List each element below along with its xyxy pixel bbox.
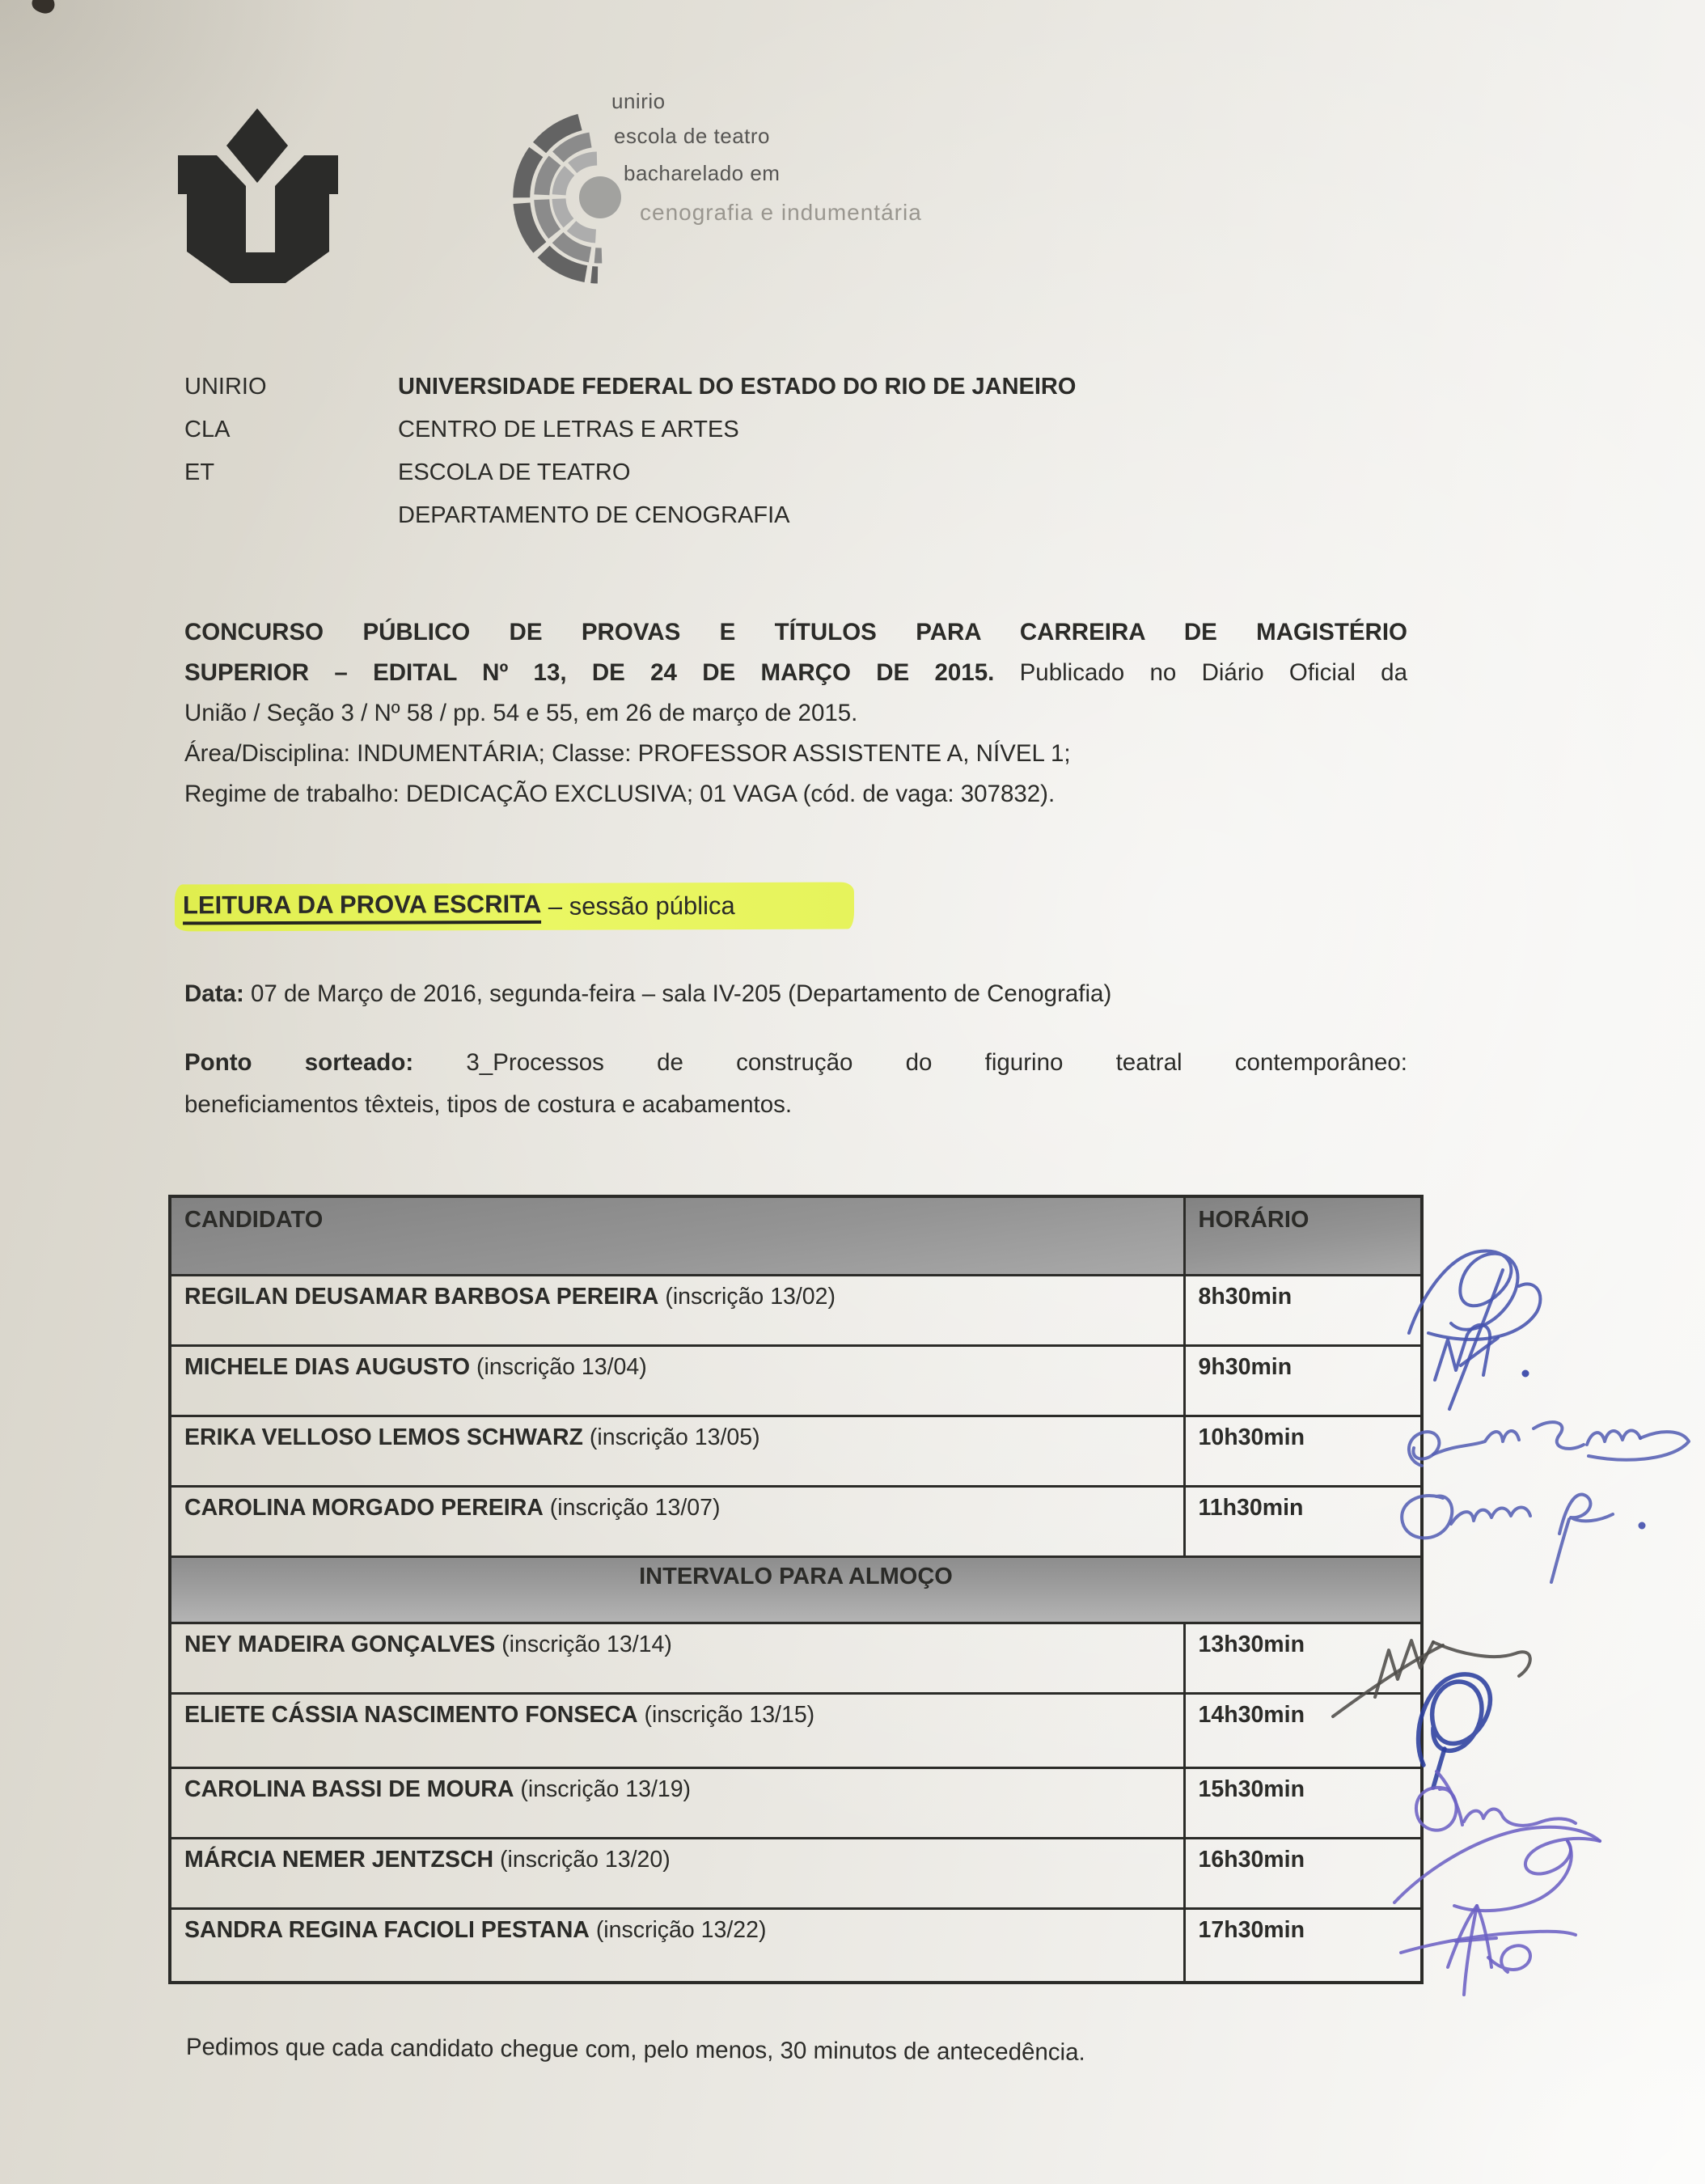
candidate-name: CAROLINA MORGADO PEREIRA <box>184 1494 544 1521</box>
topic-text: 3_Processos de construção do figurino teatral contemporâneo: <box>466 1049 1407 1076</box>
signature-ink-3 <box>1409 1422 1689 1466</box>
candidate-name: CAROLINA BASSI DE MOURA <box>184 1776 514 1802</box>
date-label: Data: <box>184 980 244 1007</box>
candidate-schedule-table <box>168 1195 1424 1984</box>
candidate-time: 16h30min <box>1184 1838 1422 1908</box>
date-value: 07 de Março de 2016, segunda-feira – sala IV-205 (Departamento de Cenografia) <box>250 980 1112 1007</box>
candidate-inscription: (inscrição 13/15) <box>644 1701 815 1728</box>
theatre-logo-line-bacharelado: bacharelado em <box>624 161 781 185</box>
table-row <box>170 1416 1422 1486</box>
candidate-time: 15h30min <box>1184 1767 1422 1838</box>
signature-ink-6 <box>1419 1674 1491 1788</box>
session-title: LEITURA DA PROVA ESCRITA <box>183 890 541 925</box>
signature-ink-1 <box>1409 1251 1540 1340</box>
candidate-inscription: (inscrição 13/22) <box>595 1916 767 1943</box>
candidate-inscription: (inscrição 13/20) <box>500 1846 671 1873</box>
letterhead-university: UNIVERSIDADE FEDERAL DO ESTADO DO RIO DE JANEIRO <box>398 374 1077 400</box>
candidate-inscription: (inscrição 13/04) <box>476 1353 647 1380</box>
table-row <box>170 1693 1422 1767</box>
table-row <box>170 1767 1422 1838</box>
candidate-inscription: (inscrição 13/02) <box>665 1283 836 1310</box>
session-date-line <box>184 980 1111 1008</box>
topic-paragraph <box>184 1042 1407 1126</box>
candidate-name: NEY MADEIRA GONÇALVES <box>184 1631 496 1657</box>
candidate-time: 11h30min <box>1184 1486 1422 1556</box>
announcement-line-2 <box>184 653 1407 693</box>
topic-label: Ponto sorteado: <box>184 1049 414 1076</box>
candidate-time: 13h30min <box>1184 1623 1422 1693</box>
candidate-time: 10h30min <box>1184 1416 1422 1486</box>
candidate-time: 9h30min <box>1184 1345 1422 1416</box>
column-header-candidato: CANDIDATO <box>170 1196 1184 1275</box>
unirio-logo-diamond <box>226 108 288 183</box>
letterhead-abbr-et: ET <box>184 459 215 485</box>
letterhead-escola: ESCOLA DE TEATRO <box>398 459 631 485</box>
letterhead-abbr-cla: CLA <box>184 417 231 442</box>
candidate-time: 14h30min <box>1184 1693 1422 1767</box>
table-row <box>170 1838 1422 1908</box>
table-row <box>170 1908 1422 1983</box>
table-row <box>170 1275 1422 1345</box>
announcement-line-1: CONCURSO PÚBLICO DE PROVAS E TÍTULOS PARA CARREIRA DE MAGISTÉRIO <box>184 619 1407 645</box>
candidate-name: MICHELE DIAS AUGUSTO <box>184 1353 471 1380</box>
theatre-logo-line-cenografia: cenografia e indumentária <box>640 200 922 225</box>
candidate-name: ERIKA VELLOSO LEMOS SCHWARZ <box>184 1424 583 1450</box>
candidate-inscription: (inscrição 13/07) <box>549 1494 721 1521</box>
announcement-line-4: Área/Disciplina: INDUMENTÁRIA; Classe: PROFESSOR ASSISTENTE A, NÍVEL 1; <box>184 740 1071 767</box>
candidate-time: 17h30min <box>1184 1908 1422 1983</box>
letterhead-abbreviations <box>184 366 267 494</box>
announcement-paragraph <box>184 612 1407 815</box>
pen-ink-blot <box>29 0 58 17</box>
table-row <box>170 1623 1422 1693</box>
table-row <box>170 1486 1422 1556</box>
candidate-inscription: (inscrição 13/19) <box>520 1776 692 1802</box>
highlighted-session-title <box>175 882 854 932</box>
letterhead-abbr-unirio: UNIRIO <box>184 374 267 400</box>
announcement-edital: SUPERIOR – EDITAL Nº 13, DE 24 DE MARÇO DE 2015. <box>184 659 995 686</box>
announcement-published: Publicado no Diário Oficial da <box>1019 659 1407 686</box>
unirio-logo <box>176 108 340 287</box>
candidate-inscription: (inscrição 13/14) <box>501 1631 672 1657</box>
announcement-line-5: Regime de trabalho: DEDICAÇÃO EXCLUSIVA; 01 VAGA (cód. de vaga: 307832). <box>184 781 1056 807</box>
announcement-line-3: União / Seção 3 / Nº 58 / pp. 54 e 55, em 26 de março de 2015. <box>184 700 858 726</box>
signature-ink-7 <box>1416 1771 1576 1831</box>
topic-line-2: beneficiamentos têxteis, tipos de costura e acabamentos. <box>184 1091 793 1118</box>
session-subtitle: – sessão pública <box>548 891 735 921</box>
theatre-logo-line-unirio: unirio <box>611 89 666 113</box>
signature-ink-2 <box>1435 1270 1529 1409</box>
table-header-row <box>170 1196 1422 1275</box>
letterhead-institution <box>398 366 1076 537</box>
topic-line-1 <box>184 1042 1407 1084</box>
candidate-name: SANDRA REGINA FACIOLI PESTANA <box>184 1916 590 1943</box>
escola-de-teatro-logo <box>501 81 954 291</box>
letterhead-departamento: DEPARTAMENTO DE CENOGRAFIA <box>398 502 790 528</box>
signature-ink-4 <box>1402 1495 1645 1582</box>
candidate-name: MÁRCIA NEMER JENTZSCH <box>184 1846 494 1873</box>
candidate-time: 8h30min <box>1184 1275 1422 1345</box>
footer-note: Pedimos que cada candidato chegue com, pelo menos, 30 minutos de antecedência. <box>185 2034 1085 2066</box>
table-row <box>170 1345 1422 1416</box>
lunch-interval-row <box>170 1556 1422 1623</box>
logo-center-dot <box>579 176 621 218</box>
signature-ink-8 <box>1394 1827 1600 1911</box>
column-header-horario: HORÁRIO <box>1184 1196 1422 1275</box>
candidate-inscription: (inscrição 13/05) <box>589 1424 760 1450</box>
signature-ink-9 <box>1401 1906 1576 1995</box>
lunch-interval-label: INTERVALO PARA ALMOÇO <box>170 1556 1422 1623</box>
candidate-name: ELIETE CÁSSIA NASCIMENTO FONSECA <box>184 1701 638 1728</box>
letterhead-centro: CENTRO DE LETRAS E ARTES <box>398 417 739 442</box>
candidate-name: REGILAN DEUSAMAR BARBOSA PEREIRA <box>184 1283 659 1310</box>
theatre-logo-line-escola: escola de teatro <box>614 124 771 148</box>
